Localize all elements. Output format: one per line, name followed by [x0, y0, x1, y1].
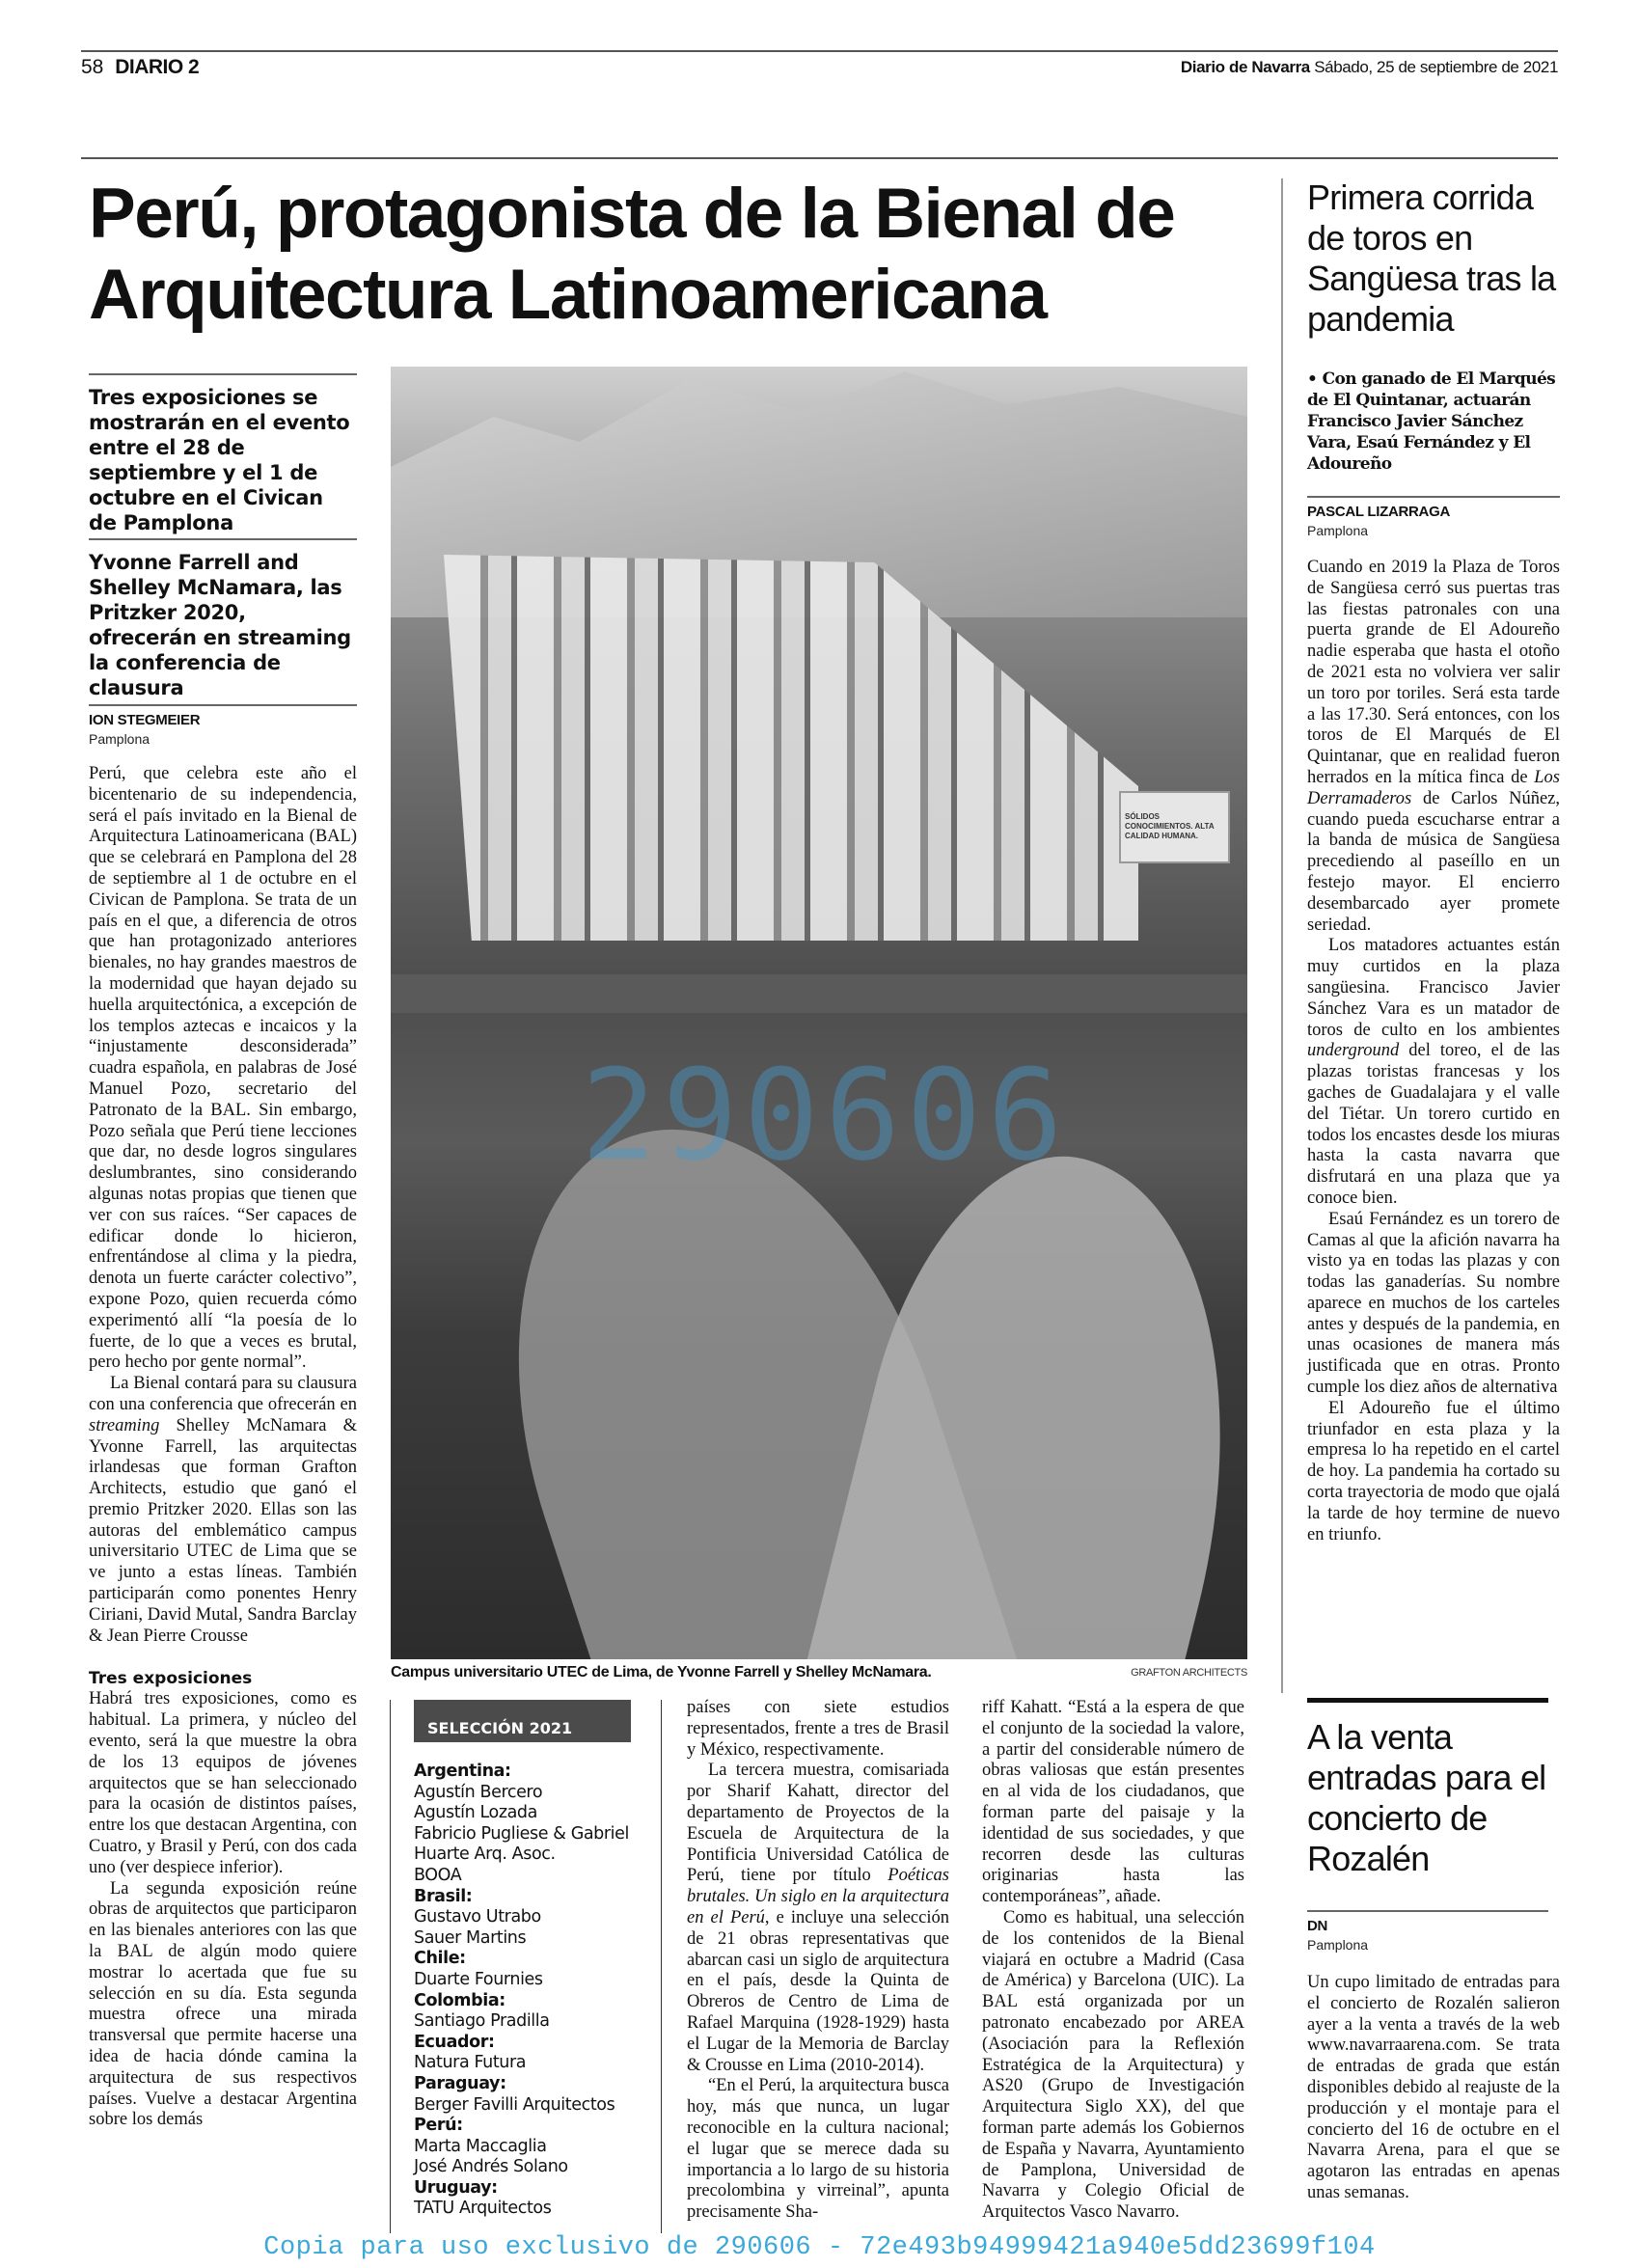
- photo-credit: GRAFTON ARCHITECTS: [1131, 1667, 1247, 1679]
- text-run: La Bienal contará para su clausura con una conferencia que ofrecerán en: [89, 1374, 357, 1414]
- architect-name: Sauer Martins: [414, 1927, 527, 1948]
- bullet-icon: •: [1307, 369, 1318, 389]
- architect-name: Fabricio Pugliese & Gabriel Huarte Arq. Asoc.: [414, 1823, 629, 1865]
- italic-run: underground: [1307, 1041, 1400, 1061]
- header-top-rule: [81, 50, 1558, 52]
- main-article-col-3: [687, 1698, 949, 2224]
- paragraph: Perú, que celebra este año el bicentenario de su independencia, será el país invitado en la Bienal de Arquitectura Latinoamericana (BAL) que se celebrará en Pamplona del 28 de septiembre al 1 de octubre en el Civican de Pamplona. Se trata de un país en el que, a diferencia de otros que han protagonizado anteriores bienales, no hay grandes maestros de la modernidad que hayan dejado su huella arquitectónica, a excepción de los templos aztecas e incaicos y la “injustamente desconsiderada” cuadra española, en palabras de José Manuel Pozo, secretario del Patronato de la BAL. Sin embargo, Pozo señala que Perú tiene lecciones que dar, no desde logros singulares deslumbrantes, sino considerando algunas notas propias que tienen que ver con sus raíces. “Ser capaces de edificar donde lo hicieron, enfrentándose al clima y la piedra, denota un fuerte carácter colectivo”, expone Pozo, quien recuerda cómo experimentó allí “la poesía de lo fuerte, de lo que a veces es brutal, pero hecho por gente normal”.: [89, 764, 357, 1373]
- italic-run: streaming: [89, 1415, 160, 1435]
- byline-main: [89, 704, 357, 747]
- paragraph: [687, 1761, 949, 2076]
- paragraph: El Adoureño fue el último triunfador en esta plaza y la empresa lo ha repetido en el cartel de hoy. La pandemia ha cortado su corta trayectoria de modo que ojalá la tarde de hoy termine de nuevo en triunfo.: [1307, 1398, 1560, 1544]
- billboard: SÓLIDOS CONOCIMIENTOS. ALTA CALIDAD HUMANA.: [1119, 791, 1230, 863]
- country-label: Argentina:: [414, 1762, 511, 1781]
- page-number: 58: [81, 56, 104, 78]
- paragraph: Como es habitual, una selección de los contenidos de la Bienal viajará en octubre a Madrid (Casa de América) y Barcelona (UIC). La BAL está organizada por un patronato encabezado por AREA (Asociación para la Reflexión Estratégica de la Arquitectura) y AS20 (Grupo de Investigación Arquitectura Siglo XX), del que forman parte además los Gobiernos de España y Navarra, Ayuntamiento de Pamplona, Universidad de Navarra y Colegio Oficial de Arquitectos Vasco Navarro.: [982, 1907, 1244, 2223]
- publication-date: Sábado, 25 de septiembre de 2021: [1314, 58, 1558, 76]
- publication-name: Diario de Navarra: [1180, 58, 1310, 76]
- text-run: del toreo, el de las plazas toristas francesas y los gaches de Guadalajara y el valle del Tiétar. Un torero curtido en todos los encastes desde los miuras hasta la casta navarra que disfrutará en una plaza que ya conoce bien.: [1307, 1041, 1560, 1208]
- architect-name: José Andrés Solano: [414, 2157, 568, 2177]
- architect-name: Marta Maccaglia: [414, 2136, 547, 2156]
- section-name: DIARIO 2: [115, 56, 200, 78]
- architect-name: Gustavo Utrabo: [414, 1907, 541, 1927]
- architect-name: Duarte Fournies: [414, 1969, 543, 1989]
- dateline: [1181, 58, 1558, 77]
- overpass: [391, 974, 1247, 1013]
- country-label: Colombia:: [414, 1990, 505, 2010]
- architect-name: Agustín Bercero: [414, 1782, 543, 1802]
- paragraph: [1307, 936, 1560, 1209]
- photo-caption: Campus universitario UTEC de Lima, de Yvonne Farrell y Shelley McNamara.: [391, 1664, 932, 1681]
- country-label: Paraguay:: [414, 2073, 506, 2093]
- italic-run: Poéticas brutales. Un siglo en la arquitectura en el Perú: [687, 1866, 949, 1927]
- text-run: , e incluye una selección de 21 obras representativas que abarcan casi un siglo de arquitectura en el país, desde la Quinta de Obreros de Centro de Lima de Rafael Marquina (1928-1929) hasta el Lugar de la Memoria de Barclay & Crousse en Lima (2010-2014).: [687, 1907, 949, 2075]
- subhead-pritzker: Yvonne Farrell and Shelley McNamara, las Pritzker 2020, ofrecerán en streaming la conferencia de clausura: [89, 538, 357, 700]
- byline-bullfight: [1307, 496, 1560, 538]
- main-headline: Perú, protagonista de la Bienal de Arquitectura Latinoamericana: [89, 175, 1175, 334]
- main-article-col-1: [89, 764, 357, 2131]
- text-run: La tercera muestra, comisariada por Sharif Kahatt, director del departamento de Proyectos de la Escuela de Arquitectura de la Pontificia Universidad Católica de Perú, tiene por título: [687, 1761, 949, 1886]
- photo-watermark: 290606: [581, 1042, 1069, 1189]
- main-article-col-4: [982, 1698, 1244, 2224]
- deck-text: Con ganado de El Marqués de El Quintanar, actuarán Francisco Javier Sánchez Vara, Esaú Fernández y El Adoureño: [1307, 369, 1556, 474]
- text-run: Los matadores actuantes están muy curtidos en la plaza sangüesina. Francisco Javier Sánchez Vara es un matador de toros de culto en los ambientes: [1307, 936, 1560, 1040]
- sidebar-thick-rule: [1307, 1698, 1548, 1703]
- paragraph: [89, 1374, 357, 1647]
- selection-title: SELECCIÓN 2021: [414, 1700, 631, 1742]
- paragraph: Un cupo limitado de entradas para el concierto de Rozalén salieron ayer a la venta a través de la web www.navarraarena.com. Se trata de entradas de grada que están disponibles debido al reajuste de la producción y el montaje para el concierto del 16 de octubre en el Navarra Arena, para el que se agotaron las entradas en apenas unas semanas.: [1307, 1973, 1560, 2202]
- paragraph: La segunda exposición reúne obras de arquitectos que participaron en las bienales anteriores con las que la BAL de algún modo quiere mostrar lo acertada que fue su selección en su día. Esta segunda muestra ofrece una mirada transversal que permite hacerse una idea de hacia dónde camina la arquitectura de sus respectivos países. Vuelve a destacar Argentina sobre los demás: [89, 1878, 357, 2130]
- page-folio: [81, 56, 199, 79]
- utec-campus-photo: [391, 367, 1247, 1659]
- selection-sidebar: [390, 1700, 662, 2233]
- selection-list: [414, 1762, 655, 2220]
- copy-watermark: Copia para uso exclusivo de 290606 - 72e493b94999421a940e5dd23699f104: [263, 2233, 1376, 2262]
- concert-body: [1307, 1973, 1560, 2204]
- text-run: de Carlos Núñez, cuando pueda escucharse entrar a la banda de música de Sangüesa precediendo al paseíllo en un festejo mayor. El encierro desembarcado ayer promete seriedad.: [1307, 788, 1560, 935]
- paragraph: Esaú Fernández es un torero de Camas al que la afición navarra ha visto ya en todas las plazas y con todas las ganaderías. Su nombre aparece en muchos de los carteles antes y después de la pandemia, en unas ocasiones de manera más justificada que en otras. Pronto cumple los diez años de alternativa: [1307, 1209, 1560, 1398]
- sidebar-divider: [1281, 178, 1283, 1693]
- architect-name: Natura Futura: [414, 2053, 527, 2073]
- author-name: PASCAL LIZARRAGA: [1307, 504, 1450, 520]
- country-label: Chile:: [414, 1949, 466, 1969]
- architect-name: Agustín Lozada: [414, 1803, 537, 1823]
- author-location: Pamplona: [1307, 523, 1369, 538]
- subhead-exhibitions: Tres exposiciones se mostrarán en el evento entre el 28 de septiembre y el 1 de octubre en el Civican de Pamplona: [89, 373, 357, 535]
- bullfight-headline: Primera corrida de toros en Sangüesa tras la pandemia: [1307, 178, 1556, 339]
- author-location: Pamplona: [89, 731, 150, 747]
- paragraph: países con siete estudios representados, frente a tres de Brasil y México, respectivamente.: [687, 1698, 949, 1760]
- concert-headline: A la venta entradas para el concierto de Rozalén: [1307, 1717, 1546, 1878]
- country-label: Uruguay:: [414, 2177, 498, 2198]
- paragraph: riff Kahatt. “Está a la espera de que el conjunto de la sociedad la valore, a partir del considerable número de obras valiosas que están presentes en al vida de los ciudadanos, que forman parte del paisaje y la identidad de sus sociedades, y que recorren desde las culturas originarias hasta las contemporáneas”, añade.: [982, 1698, 1244, 1907]
- architect-name: Santiago Pradilla: [414, 2011, 550, 2032]
- paragraph: [1307, 558, 1560, 936]
- text-run: Cuando en 2019 la Plaza de Toros de Sangüesa cerró sus puertas tras las fiestas patronales con una puerta grande de El Adoureño nadie esperaba que hasta el otoño de 2021 esta no volviera ver salir un toro por toriles. Será esta tarde a las 17.30. Será entonces, con los toros de El Marqués de El Quintanar, que en realidad fueron herrados en la mítica finca de: [1307, 558, 1560, 787]
- paragraph: Habrá tres exposiciones, como es habitual. La primera, y núcleo del evento, será la que muestre la obra de los 13 equipos de jóvenes arquitectos que se han seleccionado para la ocasión de distintos países, entre los que destacan Argentina, con Cuatro, y Brasil y Perú, con dos cada uno (ver despiece inferior).: [89, 1689, 357, 1877]
- country-label: Ecuador:: [414, 2032, 495, 2052]
- author-location: Pamplona: [1307, 1937, 1369, 1953]
- country-label: Perú:: [414, 2116, 463, 2136]
- author-name: ION STEGMEIER: [89, 712, 201, 728]
- architect-name: TATU Arquitectos: [414, 2199, 552, 2219]
- text-run: Shelley McNamara & Yvonne Farrell, las arquitectas irlandesas que forman Grafton Architects, estudio que ganó el premio Pritzker 2020. Ellas son las autoras del emblemático campus universitario UTEC de Lima que se ve junto a estas líneas. También participarán como ponentes Henry Ciriani, David Mutal, Sandra Barclay & Jean Pierre Crousse: [89, 1415, 357, 1646]
- section-heading: Tres exposiciones: [89, 1669, 253, 1689]
- country-label: Brasil:: [414, 1886, 473, 1906]
- architect-name: BOOA: [414, 1865, 462, 1885]
- byline-concert: [1307, 1910, 1548, 1953]
- header-bottom-rule: [81, 157, 1558, 159]
- bullfight-deck: [1307, 369, 1558, 475]
- author-name: DN: [1307, 1918, 1328, 1934]
- paragraph: “En el Perú, la arquitectura busca hoy, más que nunca, un lugar reconocible en la cultura nacional; el lugar que se merece dada su importancia a lo largo de su historia precolombina y virreinal”, apunta precisamente Sha-: [687, 2076, 949, 2223]
- architect-name: Berger Favilli Arquitectos: [414, 2094, 615, 2115]
- italic-run: Los Derramaderos: [1307, 767, 1560, 808]
- bullfight-body: [1307, 558, 1560, 1545]
